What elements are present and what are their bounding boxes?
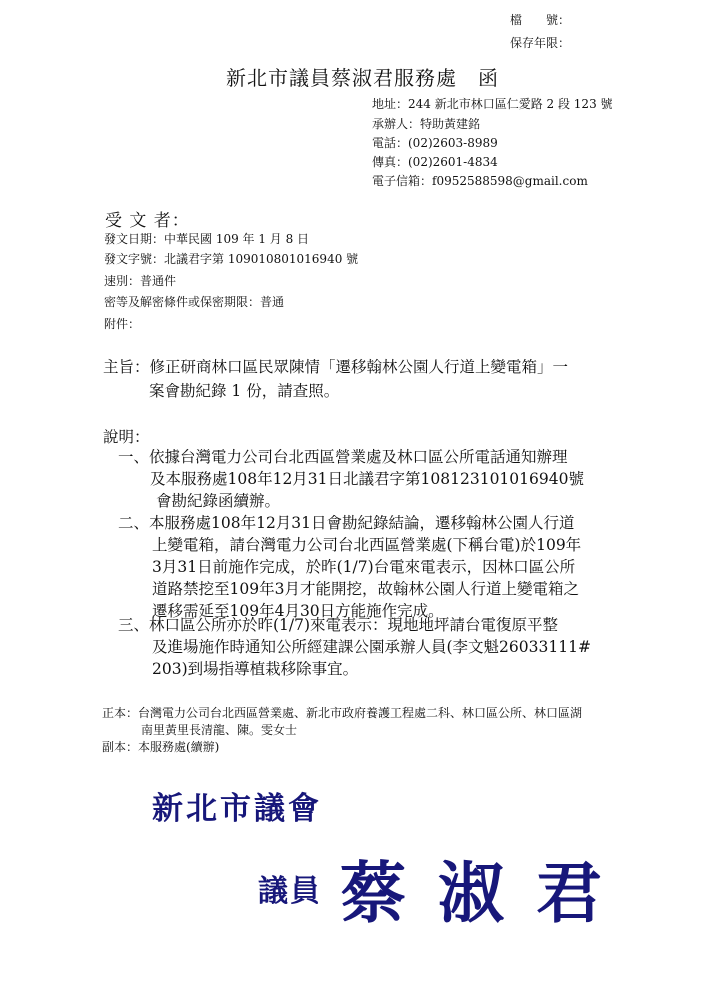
subject-line-1: 主旨：修正研商林口區民眾陳情「遷移翰林公園人行道上變電箱」一 — [103, 358, 569, 376]
explanation-item-2-line-3: 3月31日前施作完成，於昨(1/7)台電來電表示，因林口區公所 — [152, 558, 576, 576]
reference-number: 發文字號：北議君字第 109010801016940 號 — [104, 252, 359, 266]
council-name-stamp: 新北市議會 — [152, 791, 322, 827]
document-title: 新北市議員蔡淑君服務處 函 — [226, 66, 499, 90]
explanation-item-3-line-2: 及進場施作時通知公所經建課公園承辦人員(李文魁26033111# — [152, 638, 591, 656]
explanation-item-2-line-4: 道路禁挖至109年3月才能開挖，故翰林公園人行道上變電箱之 — [152, 580, 579, 598]
explanation-item-3-line-3: 203)到場指導植栽移除事宜。 — [152, 660, 359, 678]
attachments: 附件： — [104, 317, 141, 331]
secrecy-level: 密等及解密條件或保密期限：普通 — [104, 295, 285, 309]
councilor-name-stamp: 蔡淑君 — [340, 854, 634, 932]
sender-handler: 承辦人：特助黃建銘 — [372, 117, 481, 131]
sender-address: 地址：244 新北市林口區仁愛路 2 段 123 號 — [372, 97, 613, 111]
explanation-item-1-line-3: 會勘紀錄函續辦。 — [156, 492, 281, 510]
original-recipients-line-1: 正本：台灣電力公司台北西區營業處、新北市政府養護工程處二科、林口區公所、林口區湖 — [102, 706, 583, 720]
delivery-speed: 速別：普通件 — [104, 274, 177, 288]
recipient-label: 受 文 者： — [105, 211, 190, 231]
explanation-label: 說明： — [103, 428, 150, 446]
explanation-item-2-line-1: 二、本服務處108年12月31日會勘紀錄結論，遷移翰林公園人行道 — [118, 514, 575, 532]
sender-email: 電子信箱：f0952588598@gmail.com — [372, 174, 588, 188]
original-recipients-line-2: 南里黃里長清龍、陳。雯女士 — [141, 723, 298, 737]
sender-phone: 電話：(02)2603-8989 — [372, 136, 498, 150]
explanation-item-2-line-5: 遷移需延至109年4月30日方能施作完成。 — [152, 602, 444, 620]
councilor-title-stamp: 議員 — [258, 874, 322, 909]
explanation-item-1-line-1: 一、依據台灣電力公司台北西區營業處及林口區公所電話通知辦理 — [118, 448, 568, 466]
sender-fax: 傳真：(02)2601-4834 — [372, 155, 498, 169]
issue-date: 發文日期：中華民國 109 年 1 月 8 日 — [104, 232, 310, 246]
explanation-item-3-line-1: 三、林口區公所亦於昨(1/7)來電表示：現地地坪請台電復原平整 — [118, 616, 559, 634]
explanation-item-1-line-2: 及本服務處108年12月31日北議君字第108123101016940號 — [150, 470, 584, 488]
explanation-item-2-line-2: 上變電箱，請台灣電力公司台北西區營業處(下稱台電)於109年 — [152, 536, 582, 554]
file-number-label: 檔 號： — [510, 13, 571, 27]
retention-period-label: 保存年限： — [510, 36, 571, 50]
subject-line-2: 案會勘紀錄 1 份，請查照。 — [149, 382, 340, 400]
copy-recipients: 副本：本服務處(續辦) — [102, 740, 220, 754]
